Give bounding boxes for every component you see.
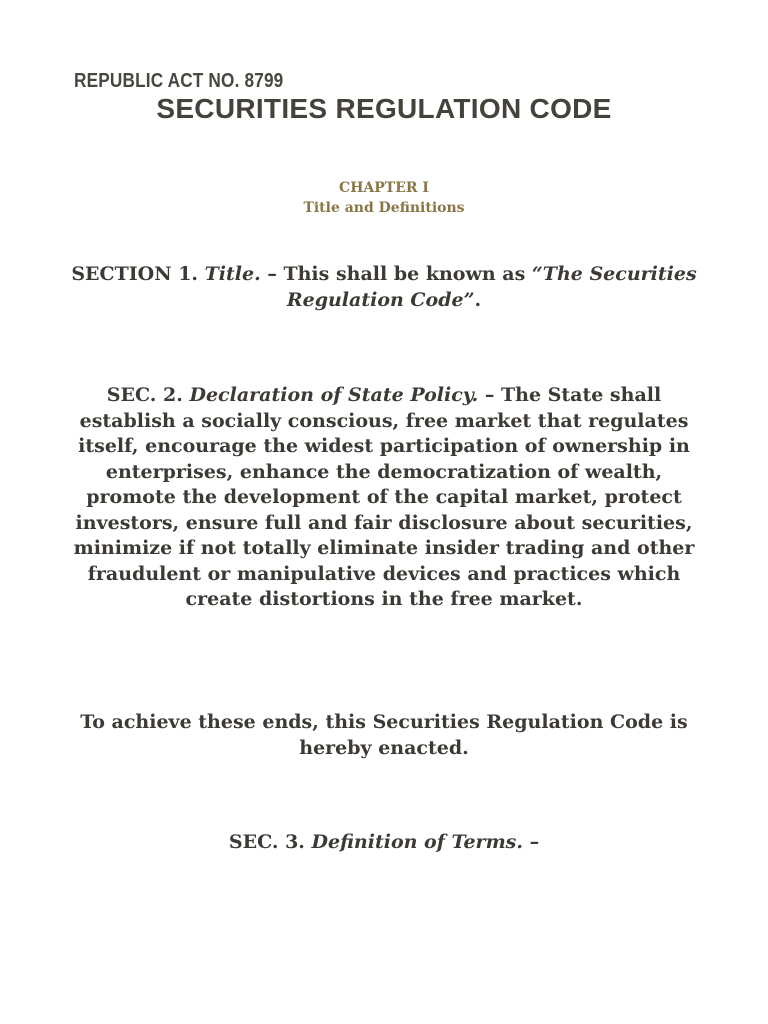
section-3-heading: Definition of Terms.: [311, 831, 523, 853]
section-1: [60, 262, 708, 313]
section-1-quote: “The Securities Regulation Code”: [286, 263, 697, 311]
chapter-heading: [0, 178, 768, 218]
chapter-label: CHAPTER I: [339, 180, 429, 196]
section-3-dash: –: [529, 831, 540, 853]
section-2: [70, 383, 698, 613]
act-number: REPUBLIC ACT NO. 8799: [74, 70, 284, 92]
section-1-heading: Title.: [204, 263, 261, 285]
closing-paragraph: To achieve these ends, this Securities Regulation Code is hereby enacted.: [80, 711, 688, 759]
section-2-body: – The State shall establish a socially conscious, free market that regulates itself, encourage the widest participation of ownership in enterprises, enhance the democratization of wealth, promote the development of the capital market, protect investors, ensure full and fair disclosure about securities, minimize if not totally eliminate insider trading and other fraudulent or manipulative devices and practices which create distortions in the free market.: [73, 384, 695, 610]
section-3: [60, 830, 708, 856]
section-3-number: SEC. 3.: [228, 831, 305, 853]
section-2-heading: Declaration of State Policy.: [189, 384, 479, 406]
code-title: SECURITIES REGULATION CODE: [156, 93, 612, 124]
section-1-end: .: [474, 288, 482, 311]
chapter-subtitle: Title and Definitions: [303, 200, 465, 216]
section-1-number: SECTION 1.: [71, 263, 199, 285]
section-1-intro: – This shall be known as: [267, 263, 532, 285]
section-2-number: SEC. 2.: [106, 384, 183, 406]
